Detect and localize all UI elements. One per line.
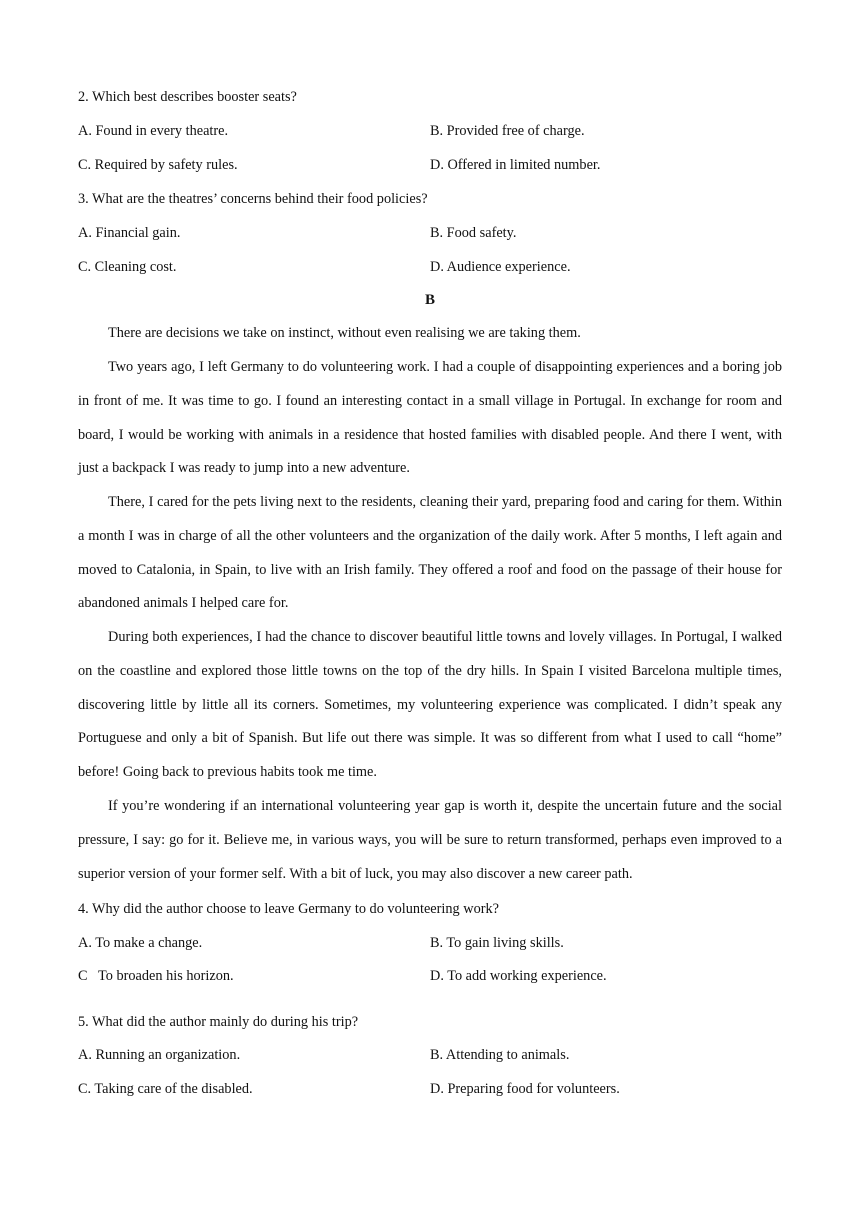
section-heading: B [424, 292, 435, 308]
passage-paragraph-3: There, I cared for the pets living next to the residents, cleaning their yard, preparing food and caring for them. Within a month I was in charge of all the other volunteers and the organization of the daily work. After 5 months, I left again and moved to Catalonia, in Spain, to live with an Irish family. They offered a roof and food on the passage of their house for abandoned animals I helped care for. [78, 494, 782, 612]
question-4-option-b: B. To gain living skills. [430, 935, 564, 951]
question-4-option-c: C To broaden his horizon. [78, 968, 234, 984]
question-3-option-d: D. Audience experience. [430, 259, 571, 275]
question-2-option-d: D. Offered in limited number. [430, 157, 601, 173]
question-4-option-d: D. To add working experience. [430, 968, 607, 984]
question-5-option-b: B. Attending to animals. [430, 1047, 570, 1063]
question-2-stem: 2. Which best describes booster seats? [78, 89, 297, 105]
question-3-option-b: B. Food safety. [430, 225, 517, 241]
question-3-option-c: C. Cleaning cost. [78, 259, 177, 275]
question-5-option-d: D. Preparing food for volunteers. [430, 1081, 620, 1097]
passage-paragraph-1: There are decisions we take on instinct, without even realising we are taking them. [108, 325, 581, 341]
question-5-option-c: C. Taking care of the disabled. [78, 1081, 253, 1097]
question-2-option-b: B. Provided free of charge. [430, 123, 585, 139]
question-5-stem: 5. What did the author mainly do during his trip? [78, 1014, 359, 1030]
passage-paragraph-5: If you’re wondering if an international volunteering year gap is worth it, despite the uncertain future and the social pressure, I say: go for it. Believe me, in various ways, you will be sure to return transformed, perhaps even improved to a superior version of your former self. With a bit of luck, you may also discover a new career path. [78, 798, 782, 882]
passage-paragraph-2: Two years ago, I left Germany to do volunteering work. I had a couple of disappointing experiences and a boring job in front of me. It was time to go. I found an interesting contact in a small village in Portugal. In exchange for room and board, I would be working with animals in a residence that hosted families with disabled people. And there I went, with just a backpack I was ready to jump into a new adventure. [78, 359, 782, 477]
question-4-option-a: A. To make a change. [78, 935, 203, 951]
question-2-option-c: C. Required by safety rules. [78, 157, 238, 173]
question-2-option-a: A. Found in every theatre. [78, 123, 229, 139]
question-4-stem: 4. Why did the author choose to leave Germany to do volunteering work? [78, 901, 499, 917]
question-3-option-a: A. Financial gain. [78, 225, 181, 241]
question-5-option-a: A. Running an organization. [78, 1047, 241, 1063]
question-3-stem: 3. What are the theatres’ concerns behind their food policies? [78, 191, 428, 207]
passage-paragraph-4: During both experiences, I had the chance to discover beautiful little towns and lovely villages. In Portugal, I walked on the coastline and explored those little towns on the top of the dry hills. In Spain I visited Barcelona multiple times, discovering little by little all its corners. Sometimes, my volunteering experience was complicated. I didn’t speak any Portuguese and only a bit of Spanish. But life out there was simple. It was so different from what I used to call “home” before! Going back to previous habits took me time. [78, 629, 782, 781]
